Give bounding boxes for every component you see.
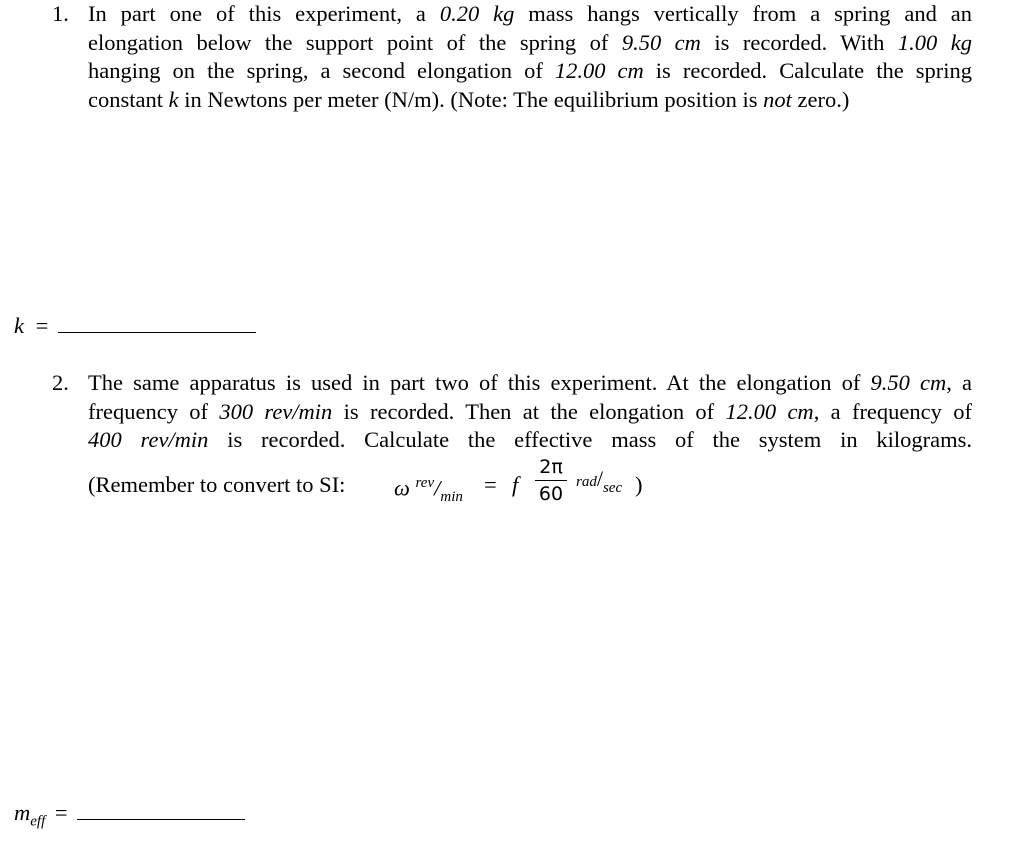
text-line: constant k in Newtons per meter (N/m). (Note: The equilibrium position is not zero.) [88, 86, 850, 112]
answer-k-row [14, 313, 256, 339]
answer-k-blank[interactable] [58, 332, 256, 333]
omega-symbol: ω $^{rev}/_{min}$ [394, 474, 463, 505]
equals-sign: = [54, 800, 68, 825]
question-number: 2. [52, 370, 69, 395]
formula-equals: = [484, 471, 497, 497]
rad-per-sec-unit: rad/sec [576, 465, 623, 496]
text-line: 400 rev/min is recorded. Calculate the effective mass of the system in kilograms. [88, 427, 972, 452]
conversion-formula [88, 457, 972, 513]
text-line: elongation below the support point of the spring of 9.50 cm is recorded. With 1.00 kg [88, 29, 972, 55]
close-paren: ) [635, 471, 643, 497]
question-2 [52, 369, 972, 513]
fraction-denominator: 60 [538, 482, 564, 505]
answer-meff-blank[interactable] [77, 819, 245, 820]
text-line: In part one of this experiment, a 0.20 kg mass hangs vertically from a spring and an [88, 1, 972, 26]
answer-label-subscript: eff [30, 813, 46, 830]
fraction-numerator: 2π [539, 455, 563, 478]
question-1 [52, 0, 972, 114]
text-line: The same apparatus is used in part two of this experiment. At the elongation of 9.50 cm, a [88, 370, 972, 395]
frequency-symbol: f [512, 471, 519, 497]
text-line: frequency of 300 rev/min is recorded. Then at the elongation of 12.00 cm, a frequency of [88, 398, 972, 424]
question-text [88, 0, 972, 114]
conversion-fraction [534, 454, 568, 507]
text-line: hanging on the spring, a second elongation of 12.00 cm is recorded. Calculate the spring [88, 58, 972, 83]
question-number: 1. [52, 1, 69, 26]
question-text [88, 369, 972, 513]
answer-label: k [14, 313, 24, 338]
answer-label: m [14, 800, 31, 825]
equals-sign: = [35, 313, 49, 338]
answer-meff-row [14, 800, 245, 831]
formula-lead: (Remember to convert to SI: [88, 471, 346, 497]
